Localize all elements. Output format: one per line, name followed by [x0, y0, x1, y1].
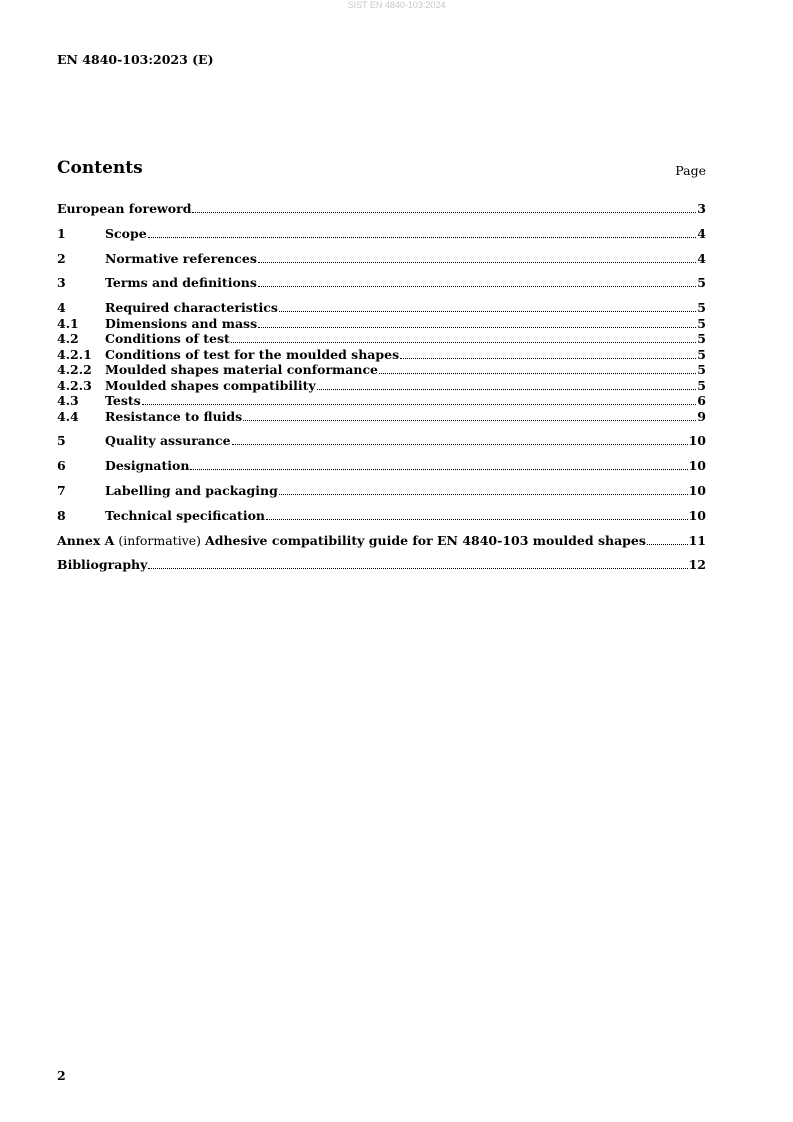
toc-entry-title: European foreword: [57, 201, 192, 216]
toc-entry-title: Labelling and packaging: [105, 483, 278, 499]
annex-title: Adhesive compatibility guide for EN 4840-103 moulded shapes: [205, 532, 646, 548]
dot-leader: [266, 519, 688, 520]
toc-entry-title: Dimensions and mass: [105, 315, 258, 331]
toc-entry-title: Quality assurance: [105, 433, 231, 449]
toc-entry-title: [57, 533, 646, 549]
toc-entry-page: 5: [697, 315, 706, 331]
annex-informative-label: (informative): [114, 532, 206, 548]
toc-entry-number: 4.2: [57, 331, 79, 347]
dot-leader: [279, 311, 696, 312]
toc-entry-page: 10: [688, 433, 706, 449]
toc-entry-title: Technical specification: [105, 507, 266, 523]
toc-entry-material-conformance[interactable]: [57, 362, 706, 378]
toc-entry-annex-a[interactable]: [57, 533, 706, 549]
dot-leader: [379, 373, 696, 374]
toc-entry-labelling-and-packaging[interactable]: [57, 483, 706, 499]
toc-entry-moulded-shapes-compatibility[interactable]: [57, 378, 706, 394]
dot-leader: [279, 494, 688, 495]
toc-entry-title: Moulded shapes material conformance: [105, 362, 379, 378]
watermark: SIST EN 4840-103:2024: [347, 0, 446, 10]
toc-entry-page: 12: [688, 557, 706, 573]
toc-entry-page: 3: [697, 201, 706, 216]
toc-entry-title: Terms and definitions: [105, 275, 257, 291]
toc-entry-number: 4: [57, 300, 66, 316]
toc-entry-number: 4.4: [57, 408, 79, 424]
toc-entry-page: 10: [688, 458, 706, 474]
toc-entry-tests[interactable]: [57, 393, 706, 409]
dot-leader: [258, 262, 696, 263]
dot-leader: [142, 404, 697, 405]
toc-entry-scope[interactable]: [57, 226, 706, 242]
toc-entry-technical-specification[interactable]: [57, 508, 706, 524]
toc-entry-resistance-to-fluids[interactable]: [57, 409, 706, 425]
toc-entry-title: Normative references: [105, 250, 257, 266]
toc-entry-number: 6: [57, 458, 66, 474]
toc-entry-number: 5: [57, 433, 66, 449]
dot-leader: [647, 544, 688, 545]
toc-entry-number: 3: [57, 275, 66, 291]
toc-entry-dimensions-and-mass[interactable]: [57, 316, 706, 332]
toc-entry-conditions-of-test-moulded-shapes[interactable]: [57, 347, 706, 363]
toc-entry-page: 10: [688, 483, 706, 499]
toc-entry-page: 4: [697, 225, 706, 241]
dot-leader: [258, 327, 696, 328]
contents-heading: Contents: [57, 158, 143, 178]
toc-entry-title: Required characteristics: [105, 300, 278, 316]
toc-entry-title: Moulded shapes compatibility: [105, 377, 316, 393]
dot-leader: [192, 212, 696, 213]
toc-entry-number: 8: [57, 507, 66, 523]
toc-entry-title: Conditions of test for the moulded shapes: [105, 346, 400, 362]
toc-entry-title: Conditions of test: [105, 331, 230, 347]
document-id: EN 4840-103:2023 (E): [57, 52, 214, 67]
toc-entry-page: 5: [697, 362, 706, 378]
page-column-label: Page: [675, 163, 706, 178]
dot-leader: [258, 286, 696, 287]
toc-entry-terms-and-definitions[interactable]: [57, 275, 706, 291]
toc-entry-page: 4: [697, 250, 706, 266]
toc-entry-page: 6: [697, 393, 706, 409]
toc-entry-required-characteristics[interactable]: [57, 300, 706, 316]
annex-label: Annex A: [57, 532, 115, 548]
dot-leader: [232, 444, 688, 445]
toc-entry-title: Designation: [105, 458, 190, 474]
toc-entry-page: 5: [697, 377, 706, 393]
toc-entry-title: Bibliography: [57, 557, 148, 573]
toc-entry-normative-references[interactable]: [57, 251, 706, 267]
dot-leader: [400, 358, 696, 359]
toc-entry-number: 4.2.1: [57, 346, 92, 362]
toc-entry-page: 5: [697, 300, 706, 316]
toc-entry-page: 5: [697, 331, 706, 347]
toc-entry-number: 2: [57, 250, 66, 266]
toc-entry-page: 11: [688, 532, 706, 548]
toc-entry-title: Resistance to fluids: [105, 408, 243, 424]
dot-leader: [317, 389, 697, 390]
toc-entry-number: 4.2.2: [57, 362, 92, 378]
page-number: 2: [57, 1068, 66, 1083]
toc-entry-number: 7: [57, 483, 66, 499]
dot-leader: [148, 237, 697, 238]
toc-entry-number: 4.1: [57, 315, 79, 331]
toc-entry-number: 1: [57, 225, 66, 241]
toc-entry-title: Tests: [105, 393, 141, 409]
toc-entry-page: 9: [697, 408, 706, 424]
toc-entry-european-foreword[interactable]: [57, 201, 706, 217]
toc-entry-number: 4.2.3: [57, 377, 92, 393]
toc-entry-page: 10: [688, 507, 706, 523]
dot-leader: [231, 342, 696, 343]
dot-leader: [190, 469, 687, 470]
toc-entry-designation[interactable]: [57, 458, 706, 474]
toc-entry-bibliography[interactable]: [57, 557, 706, 573]
table-of-contents: [57, 201, 706, 573]
toc-entry-number: 4.3: [57, 393, 79, 409]
toc-entry-quality-assurance[interactable]: [57, 433, 706, 449]
toc-entry-title: Scope: [105, 225, 147, 241]
toc-entry-conditions-of-test[interactable]: [57, 331, 706, 347]
dot-leader: [148, 568, 687, 569]
toc-entry-page: 5: [697, 346, 706, 362]
toc-entry-page: 5: [697, 275, 706, 291]
dot-leader: [243, 420, 696, 421]
